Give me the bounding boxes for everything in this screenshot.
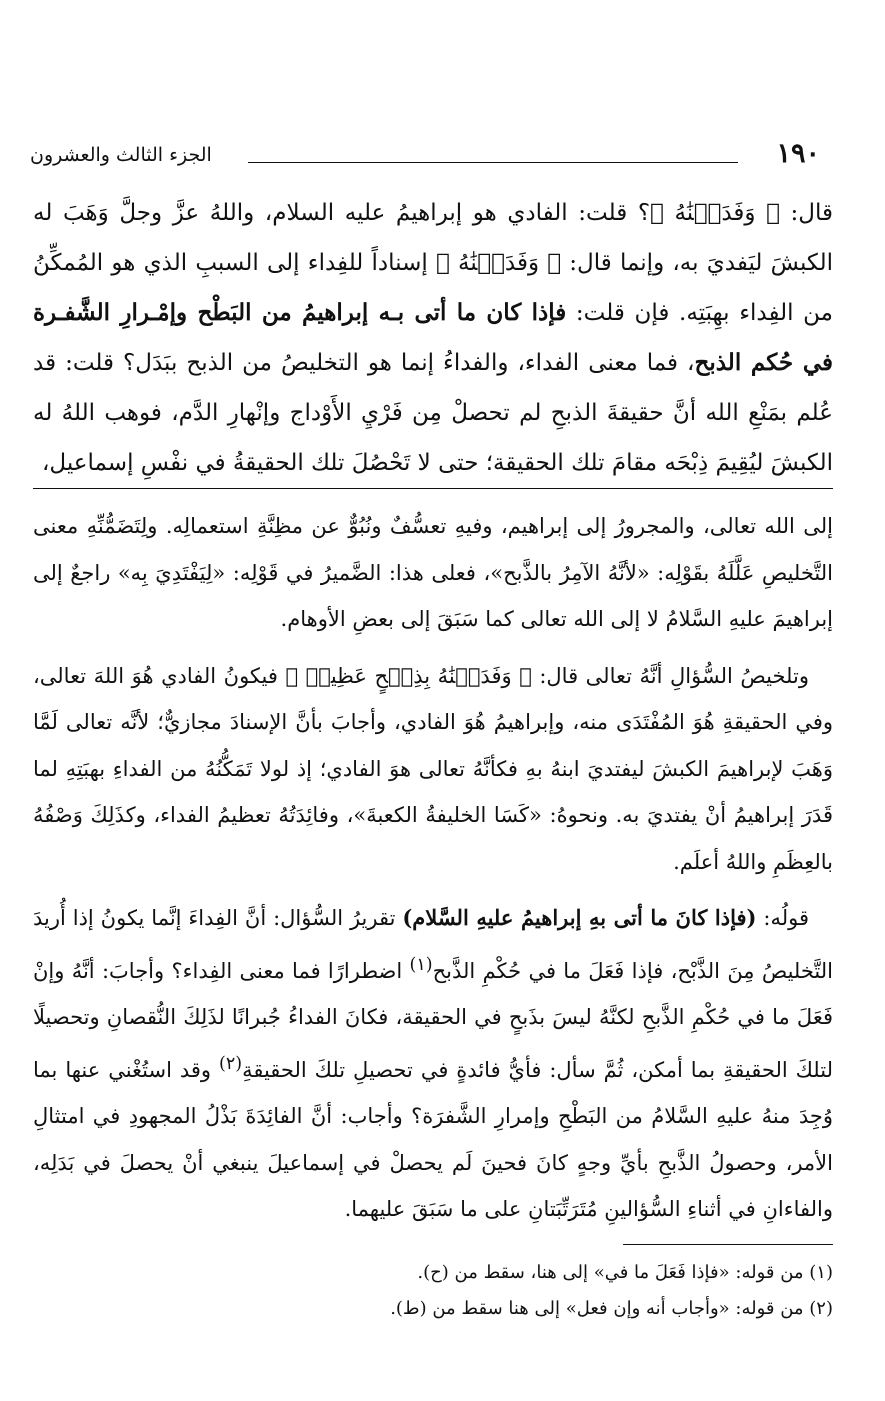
footnote-2: (٢) من قوله: «وأجاب أنه وإن فعل» إلى هنا سقط من (ط). xyxy=(390,1298,833,1319)
main-paragraph xyxy=(33,188,833,488)
running-header xyxy=(30,138,820,178)
footnote-ref-2: (٢) xyxy=(219,1053,243,1074)
commentary-paragraph-3 xyxy=(33,895,833,1233)
footnotes xyxy=(33,1255,833,1327)
footnote-1: (١) من قوله: «فإذا فَعَلَ ما في» إلى هنا، سقط من (ح). xyxy=(417,1262,833,1283)
main-text-quoted-question: فإذا كان ما أتى بـه إبراهيمُ من البَطْح وإمْـرارِ الشَّفـرة في حُكم الذبح xyxy=(33,299,834,376)
main-text-part-2: ، فما معنى الفداء، والفداءُ إنما هو التخليصُ من الذبح ببَدَل؟ قلت: قد عُلم بمَنْعِ الله أنَّ حقيقةَ الذبحِ لم تحصلْ مِن فَرْيِ الأَوْداج وإنْهارِ الدَّم، فوهب اللهُ له الكبشَ ليُقِيمَ ذِبْحَه مقامَ تلك الحقيقة؛ حتى لا تَحْصُلَ تلك الحقيقةُ في نفْسِ إسماعيل، xyxy=(33,350,833,476)
commentary-3-part-2: اضطرارًا فما معنى الفِداء؟ وأجابَ: أنَّهُ وإنْ فَعَلَ ما في حُكْمِ الذَّبحِ لكنَّهُ ليسَ بذَبحٍ في الحقيقة، فكانَ الفداءُ جُبرانًا لذَلِكَ النُّقصانِ وتحصيلًا لتلكَ الحقيقةِ بما أمكن، ثُمَّ سأل: فأيُّ فائدةٍ في تحصيلِ تلكَ الحقيقةِ xyxy=(33,958,833,1082)
commentary-3-part-1: تقريرُ السُّؤال: أنَّ الفِداءَ إنَّما يكونُ إذا أُريدَ التَّخليصُ مِنَ الذَّبْح، فإذا فَعَلَ ما في حُكْمِ الذَّبح xyxy=(33,906,834,983)
commentary xyxy=(33,503,833,1233)
footnote-divider xyxy=(623,1244,833,1245)
main-text xyxy=(33,188,833,488)
commentary-paragraph-2: وتلخيصُ السُّؤالِ أنَّهُ تعالى قال: ﴿ وَفَدَيۡنَٰهُ بِذِبۡحٍ عَظِيمٖ ﴾ فيكونُ الفادي هُوَ اللهَ تعالى، وفي الحقيقةِ هُوَ المُفْتَدَى منه، وإبراهيمُ هُوَ الفادي، وأجابَ بأنَّ الإسنادَ مجازيٌّ؛ لأنَّه تعالى لَمَّا وَهَبَ لإبراهيمَ الكبشَ ليفتديَ ابنهُ بهِ فكأنَّهُ تعالى هوَ الفادي؛ إذ لولا تَمَكُّنُهُ من الفداءِ بهبَتِهِ لما قَدَرَ إبراهيمُ أنْ يفتديَ به. ونحوهُ: «كَسَا الخليفةُ الكعبةَ»، وفائِدَتُهُ تعظيمُ الفداء، وكذَلِكَ وَصْفُهُ بالعِظَمِ واللهُ أعلَم. xyxy=(33,663,833,874)
commentary-3-part-3: وقد استُغْني عنها بما وُجِدَ منهُ عليهِ السَّلامُ من البَطْحِ وإمرارِ الشَّفرَة؟ وأجاب: أنَّ الفائِدَةَ بَذْلُ المجهودِ في امتثالِ الأمر، وحصولُ الذَّبحِ بأيِّ وجهٍ كانَ فحينَ لَم يحصلْ في إسماعيلَ ينبغي أنْ يحصلَ في بَدَلِه، والفاءانِ في أثناءِ السُّؤالينِ مُتَرَتِّبَتانِ على ما سَبَقَ عليهما. xyxy=(33,1057,833,1221)
text-commentary-divider xyxy=(33,488,833,489)
page-number: ١٩٠ xyxy=(776,138,820,169)
main-text-part-1: قال: ﴿ وَفَدَيۡنَٰهُ ﴾؟ قلت: الفادي هو إبراهيمُ عليه السلام، واللهُ عزَّ وجلَّ وَهَبَ له الكبشَ ليَفديَ به، وإنما قال: ﴿ وَفَدَيۡنَٰهُ ﴾ إسناداً للفِداء إلى السببِ الذي هو المُمكِّنُ من الفِداء بهِبَتِه. فإن قلت: xyxy=(33,200,833,326)
commentary-paragraph-1: إلى الله تعالى، والمجرورُ إلى إبراهيم، وفيهِ تعسُّفٌ ونُبُوٌّ عن مظِنَّةِ استعمالِه. ولِتَضَمُّنِّهِ معنى التَّخليصِ عَلَّلَهُ بقَوْلِه: «لأنَّهُ الآمِرُ بالذَّبح»، فعلى هذا: الضَّميرُ في قَوْلِه: «لِيَفْتَدِيَ بِه» راجعٌ إلى إبراهيمَ عليهِ السَّلامُ لا إلى الله تعالى كما سَبَقَ إلى بعضِ الأوهام. xyxy=(33,514,833,631)
running-title: الجزء الثالث والعشرون xyxy=(30,144,212,166)
footnote-ref-1: (١) xyxy=(409,954,433,975)
commentary-3-lead: قولُه: xyxy=(756,906,809,930)
commentary-3-quote: (فإذا كانَ ما أتى بهِ إبراهيمُ عليهِ السَّلام) xyxy=(402,905,757,930)
header-rule xyxy=(248,162,738,163)
